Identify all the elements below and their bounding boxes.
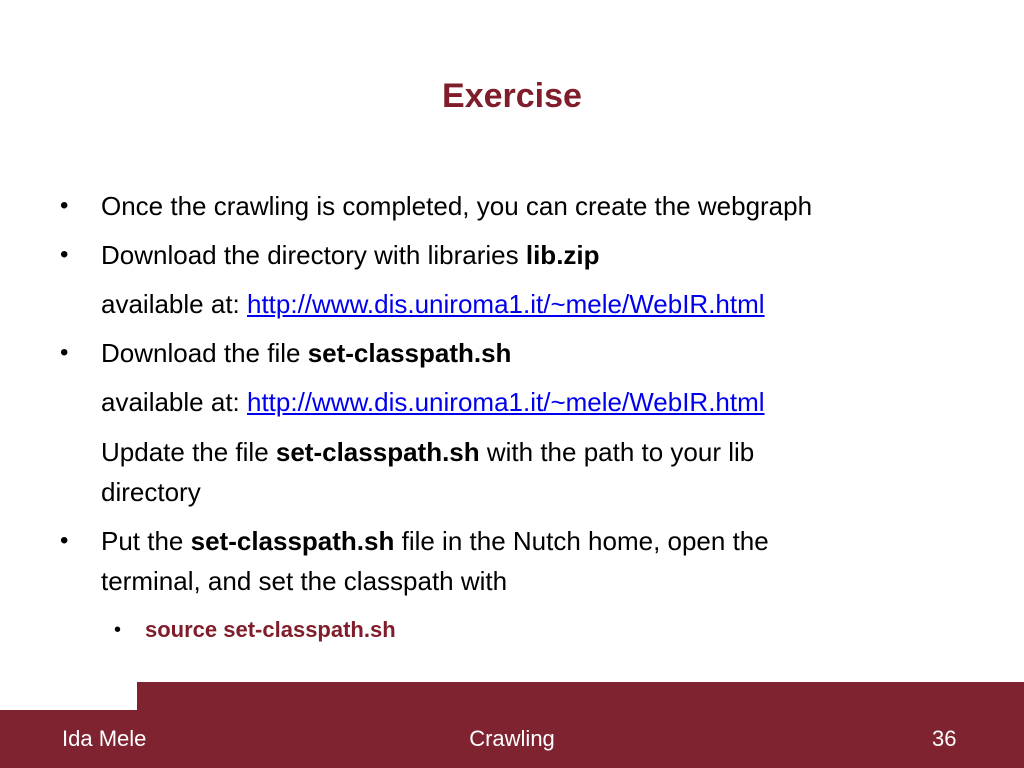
text: Once the crawling is completed, you can create the webgraph [101,191,813,221]
footer-bar [0,710,1024,768]
webir-link[interactable]: http://www.dis.uniroma1.it/~mele/WebIR.html [246,387,765,417]
continuation-text [101,432,961,472]
footer-page-number: 36 [932,726,957,751]
text: directory [101,477,201,507]
text: with the path to your lib [479,437,755,467]
slide-title: Exercise [442,77,582,115]
bullet: • [60,339,69,366]
bullet-text [101,333,961,373]
sub-bullet: • [114,619,122,641]
continuation-text [101,561,961,601]
text: Update the file [101,437,276,467]
command-text: source set-classpath.sh [145,617,396,642]
bullet: • [60,192,69,219]
text: Download the file [101,338,308,368]
footer-topic: Crawling [469,726,555,751]
text: file in the Nutch home, open the [394,526,769,556]
bullet: • [60,527,69,554]
bullet-text [101,186,961,226]
text: terminal, and set the classpath with [101,566,508,596]
text: available at: [101,387,247,417]
bold-text: set-classpath.sh [190,526,395,556]
webir-link[interactable]: http://www.dis.uniroma1.it/~mele/WebIR.html [246,289,765,319]
bullet-text [101,235,961,275]
bold-text: lib.zip [525,240,600,270]
text: available at: [101,289,247,319]
continuation-text [101,382,961,422]
footer-tab [137,682,1024,712]
bold-text: set-classpath.sh [307,338,512,368]
bullet: • [60,241,69,268]
bullet-text [101,521,961,561]
text: Put the [101,526,191,556]
footer-author: Ida Mele [62,726,147,751]
bold-text: set-classpath.sh [275,437,480,467]
continuation-text [101,472,961,512]
continuation-text [101,284,961,324]
text: Download the directory with libraries [101,240,526,270]
